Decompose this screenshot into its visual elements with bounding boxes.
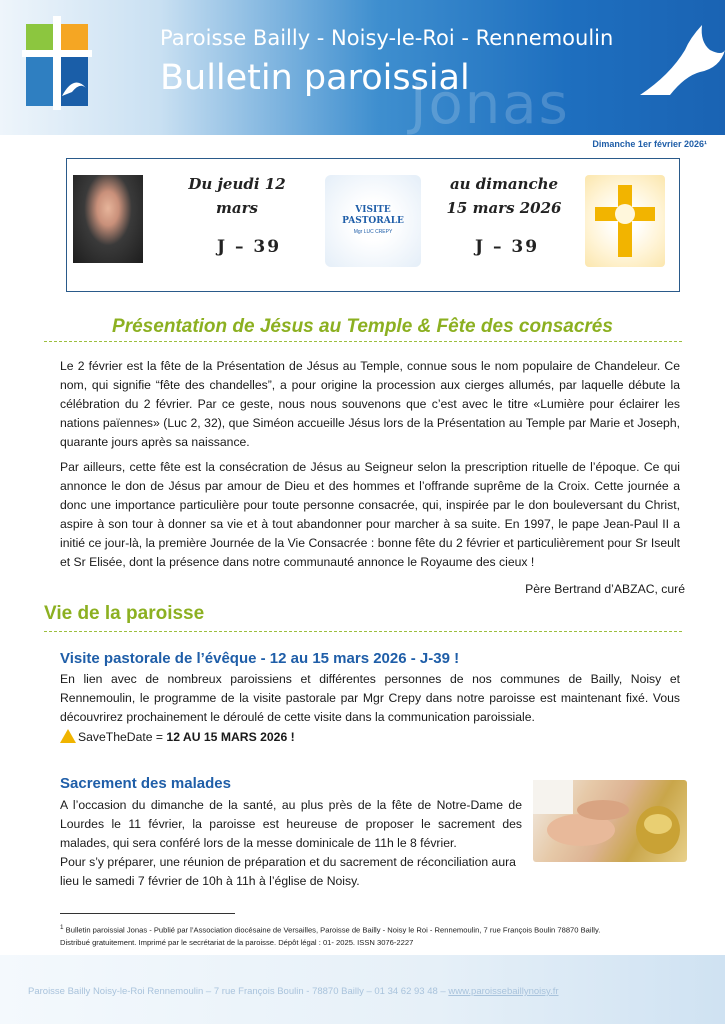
news-sacrament-title: Sacrement des malades: [60, 775, 231, 792]
jonas-watermark: Jonas: [410, 72, 570, 137]
save-the-date-value: 12 AU 15 MARS 2026 !: [166, 730, 295, 744]
website-link[interactable]: www.paroissebaillynoisy.fr: [448, 986, 559, 997]
save-the-date-line: [60, 727, 680, 747]
pastoral-visit-box: [66, 158, 680, 292]
header-banner: [0, 0, 725, 135]
visit-end-line1: au dimanche: [449, 175, 559, 193]
parish-name: Paroisse Bailly - Noisy-le-Roi - Rennemoulin: [160, 26, 614, 50]
warning-icon: [60, 729, 76, 743]
divider: [44, 341, 682, 342]
section-title: Vie de la paroisse: [44, 603, 205, 624]
news-visit-text: En lien avec de nombreux paroissiens et différentes personnes de nos communes de Bailly, Noisy et Rennemoulin, le programme de la visite pastorale par Mgr Crepy dans notre paroisse est maintenant fixé. Vous découvrirez prochainement le déroulé de cette visite dans la communication paroissiale.: [60, 672, 680, 724]
footer-address: Paroisse Bailly Noisy-le-Roi Rennemoulin – 7 rue François Boulin - 78870 Bailly – 01 34 62 93 48 –: [28, 986, 449, 997]
news-sacrament-text: A l’occasion du dimanche de la santé, au plus près de la fête de Notre-Dame de Lourdes le 11 février, la paroisse est heureuse de proposer le sacrement des malades, qui sera conféré lors de la messe dominicale de 11h le 8 février.: [60, 798, 522, 850]
article-title: Présentation de Jésus au Temple & Fête des consacrés: [112, 316, 613, 337]
pastoral-visit-logo: [325, 175, 421, 267]
visit-end-line2: 15 mars 2026: [446, 199, 562, 217]
divider: [44, 631, 682, 632]
visit-start-line2: mars: [216, 199, 258, 217]
visit-logo-subtitle: Mgr LUC CREPY: [353, 229, 393, 235]
footnote: [60, 922, 670, 949]
golden-cross-image: [585, 175, 665, 267]
whale-tail-icon: [630, 20, 725, 95]
footnote-mark: 1: [60, 924, 64, 931]
footer: [28, 986, 559, 997]
bulletin-title: Bulletin paroissial: [160, 58, 470, 98]
article-signature: Père Bertrand d’ABZAC, curé: [525, 582, 685, 596]
footnote-line2: Distribué gratuitement. Imprimé par le secrétariat de la paroisse. Dépôt légal : 01- 2025. ISSN 3076-2227: [60, 937, 414, 947]
visit-logo-title1: VISITE: [355, 205, 391, 215]
anointing-hands-image: [533, 780, 687, 862]
parish-logo-icon: [22, 16, 92, 110]
issue-date: Dimanche 1er février 2026¹: [592, 139, 707, 149]
news-sacrament-text-2: Pour s’y préparer, une réunion de préparation et du sacrement de réconciliation aura lieu le samedi 7 février de 10h à 11h à l’église de Noisy.: [60, 855, 516, 888]
save-the-date-label: SaveTheDate =: [78, 730, 167, 744]
footnote-line1: Bulletin paroissial Jonas - Publié par l’Association diocésaine de Versailles, Paroisse de Bailly - Noisy le Roi - Rennemoulin, 7 rue François Boulin 78870 Bailly.: [65, 925, 601, 935]
bishop-photo: [73, 175, 143, 263]
cross-icon: [585, 175, 665, 267]
countdown-right: J – 39: [475, 237, 540, 257]
visit-logo-title2: PASTORALE: [342, 216, 404, 226]
countdown-left: J – 39: [217, 237, 282, 257]
article-paragraph-1: Le 2 février est la fête de la Présentation de Jésus au Temple, connue sous le nom populaire de Chandeleur. Ce nom, qui signifie “fête des chandelles”, a pour origine la procession aux cierges allumés, par laquelle débute la célébration du 2 février. Par ce geste, nous nous souvenons que c’est avec le titre «Lumière pour éclairer les nations païennes» (Luc 2, 32), que Siméon accueille Jésus lors de la Présentation au Temple par Marie et Joseph, quarante jours après sa naissance.: [60, 359, 680, 449]
visit-start-line1: Du jeudi 12: [188, 175, 286, 193]
hands-photo-icon: [533, 780, 687, 862]
news-visit-title: Visite pastorale de l’évêque - 12 au 15 mars 2026 - J-39 !: [60, 650, 460, 667]
footnote-rule: [60, 913, 235, 914]
article-paragraph-2: Par ailleurs, cette fête est la consécration de Jésus au Seigneur selon la prescription rituelle de l’époque. Ce qui annonce le don de Jésus par amour de Dieu et des hommes et l’offrande suprême de la Croix. Cette journée a donc une importance particulière pour toute personne consacrée, qui, inspirée par le don bouleversant du Christ, aspire à son tour à donner sa vie et à tout abandonner pour marcher à sa suite. En 1997, le pape Jean-Paul II a initié ce jour-là, la première Journée de la Vie Consacrée : bonne fête du 2 février et particulièrement pour Sr Iseult et Sr Elisée, dont la présence dans notre communauté annonce le Royaume des cieux !: [60, 460, 680, 569]
